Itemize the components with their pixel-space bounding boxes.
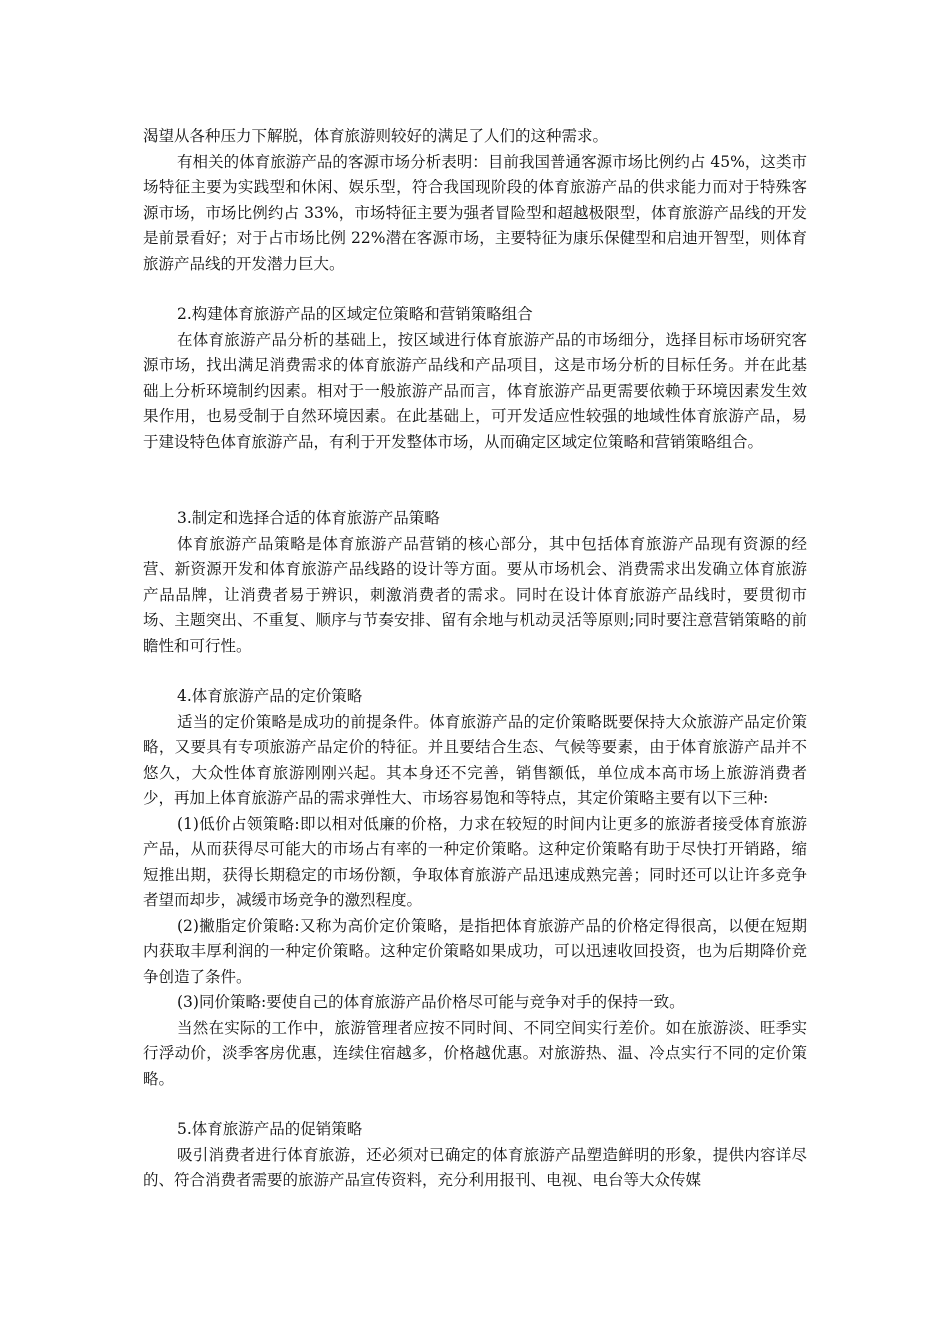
spacer xyxy=(143,277,807,302)
pricing-strategy-3: (3)同价策略:要使自己的体育旅游产品价格尽可能与竞争对手的保持一致。 xyxy=(177,993,685,1011)
spacer xyxy=(143,1092,807,1117)
pricing-strategy-2: (2)撇脂定价策略:又称为高价定价策略，是指把体育旅游产品的价格定得很高，以便在短期内获取丰厚利润的一种定价策略。这种定价策略如果成功，可以迅速收回投资，也为后期降价竞争创造了条件。 xyxy=(143,916,807,986)
section-2-heading: 2.构建体育旅游产品的区域定位策略和营销策略组合 xyxy=(177,305,533,323)
section-4-paragraph: 适当的定价策略是成功的前提条件。体育旅游产品的定价策略既要保持大众旅游产品定价策略，又要具有专项旅游产品定价的特征。并且要结合生态、气候等要素，由于体育旅游产品并不悠久，大众性体育旅游刚刚兴起。其本身还不完善，销售额低，单位成本高市场上旅游消费者少，再加上体育旅游产品的需求弹性大、市场容易饱和等特点，其定价策略主要有以下三种: xyxy=(143,712,807,807)
intro-paragraph: 渴望从各种压力下解脱，体育旅游则较好的满足了人们的这种需求。 xyxy=(143,127,609,145)
section-3-heading: 3.制定和选择合适的体育旅游产品策略 xyxy=(177,509,440,527)
section-4-heading: 4.体育旅游产品的定价策略 xyxy=(177,687,363,705)
section-2-paragraph: 在体育旅游产品分析的基础上，按区域进行体育旅游产品的市场细分，选择目标市场研究客源市场，找出满足消费需求的体育旅游产品线和产品项目，这是市场分析的目标任务。并在此基础上分析环境制约因素。相对于一般旅游产品而言，体育旅游产品更需要依赖于环境因素发生效果作用，也易受制于自然环境因素。在此基础上，可开发适应性较强的地域性体育旅游产品，易于建设特色体育旅游产品，有利于开发整体市场，从而确定区域定位策略和营销策略组合。 xyxy=(143,330,807,451)
pricing-strategy-1: (1)低价占领策略:即以相对低廉的价格，力求在较短的时间内让更多的旅游者接受体育旅游产品，从而获得尽可能大的市场占有率的一种定价策略。这种定价策略有助于尽快打开销路，缩短推出期，获得长期稳定的市场份额，争取体育旅游产品迅速成熟完善；同时还可以让许多竞争者望而却步，减缓市场竞争的激烈程度。 xyxy=(143,814,807,909)
market-paragraph: 有相关的体育旅游产品的客源市场分析表明：目前我国普通客源市场比例约占 45%，这类市场特征主要为实践型和休闲、娱乐型，符合我国现阶段的体育旅游产品的供求能力而对于特殊客源市场，市场比例约占 33%，市场特征主要为强者冒险型和超越极限型，体育旅游产品线的开发是前景看好；对于占市场比例 22%潜在客源市场，主要特征为康乐保健型和启迪开智型，则体育旅游产品线的开发潜力巨大。 xyxy=(143,152,807,273)
spacer xyxy=(143,455,807,506)
section-5-heading: 5.体育旅游产品的促销策略 xyxy=(177,1120,363,1138)
spacer xyxy=(143,659,807,684)
section-5-paragraph: 吸引消费者进行体育旅游，还必须对已确定的体育旅游产品塑造鲜明的形象，提供内容详尽的、符合消费者需要的旅游产品宣传资料，充分利用报刊、电视、电台等大众传媒 xyxy=(143,1145,807,1189)
document-body xyxy=(143,124,807,1194)
section-3-paragraph: 体育旅游产品策略是体育旅游产品营销的核心部分，其中包括体育旅游产品现有资源的经营、新资源开发和体育旅游产品线路的设计等方面。要从市场机会、消费需求出发确立体育旅游产品品牌，让消费者易于辨识，刺激消费者的需求。同时在设计体育旅游产品线时，要贯彻市场、主题突出、不重复、顺序与节奏安排、留有余地与机动灵活等原则;同时要注意营销策略的前瞻性和可行性。 xyxy=(143,534,807,655)
pricing-note-paragraph: 当然在实际的工作中，旅游管理者应按不同时间、不同空间实行差价。如在旅游淡、旺季实行浮动价，淡季客房优惠，连续住宿越多，价格越优惠。对旅游热、温、冷点实行不同的定价策略。 xyxy=(143,1018,807,1088)
